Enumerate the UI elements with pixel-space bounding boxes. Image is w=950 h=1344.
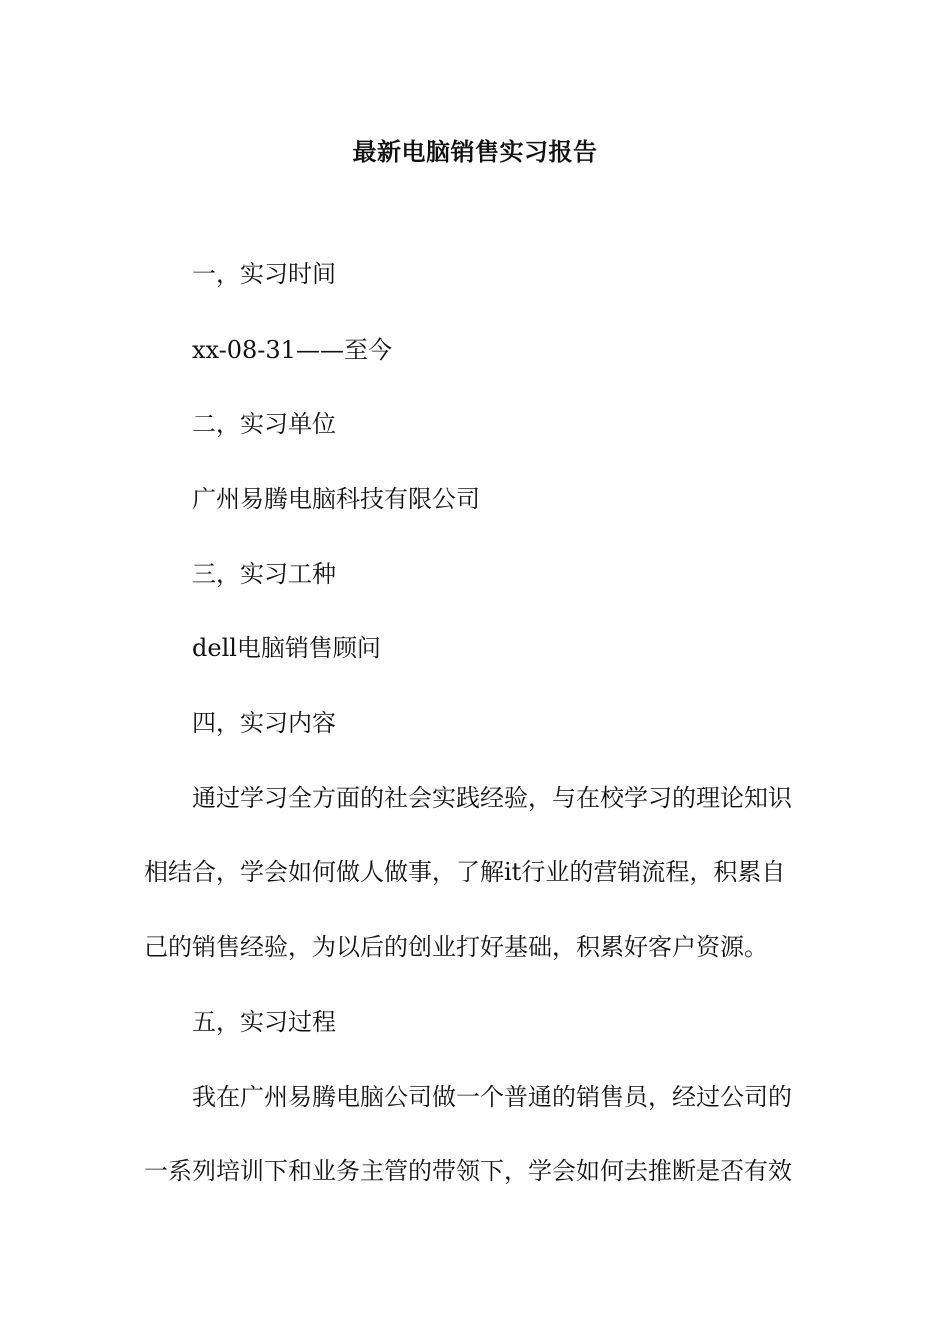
section-heading-time: 一，实习时间 (192, 260, 336, 288)
section-heading-process: 五，实习过程 (192, 1008, 336, 1036)
internship-job-title: dell电脑销售顾问 (192, 634, 381, 662)
section-heading-job: 三，实习工种 (192, 560, 336, 588)
content-paragraph-line-3: 己的销售经验，为以后的创业打好基础，积累好客户资源。 (144, 933, 768, 961)
section-heading-content: 四，实习内容 (192, 709, 336, 737)
document-title: 最新电脑销售实习报告 (352, 137, 598, 166)
section-heading-unit: 二，实习单位 (192, 410, 336, 438)
process-paragraph-line-1: 我在广州易腾电脑公司做一个普通的销售员，经过公司的 (192, 1083, 792, 1111)
internship-period: xx-08-31——至今 (192, 336, 392, 364)
content-paragraph-line-2: 相结合，学会如何做人做事，了解it行业的营销流程，积累自 (144, 858, 786, 886)
process-paragraph-line-2: 一系列培训下和业务主管的带领下，学会如何去推断是否有效 (144, 1157, 792, 1185)
content-paragraph-line-1: 通过学习全方面的社会实践经验，与在校学习的理论知识 (192, 784, 792, 812)
internship-company: 广州易腾电脑科技有限公司 (192, 485, 480, 513)
